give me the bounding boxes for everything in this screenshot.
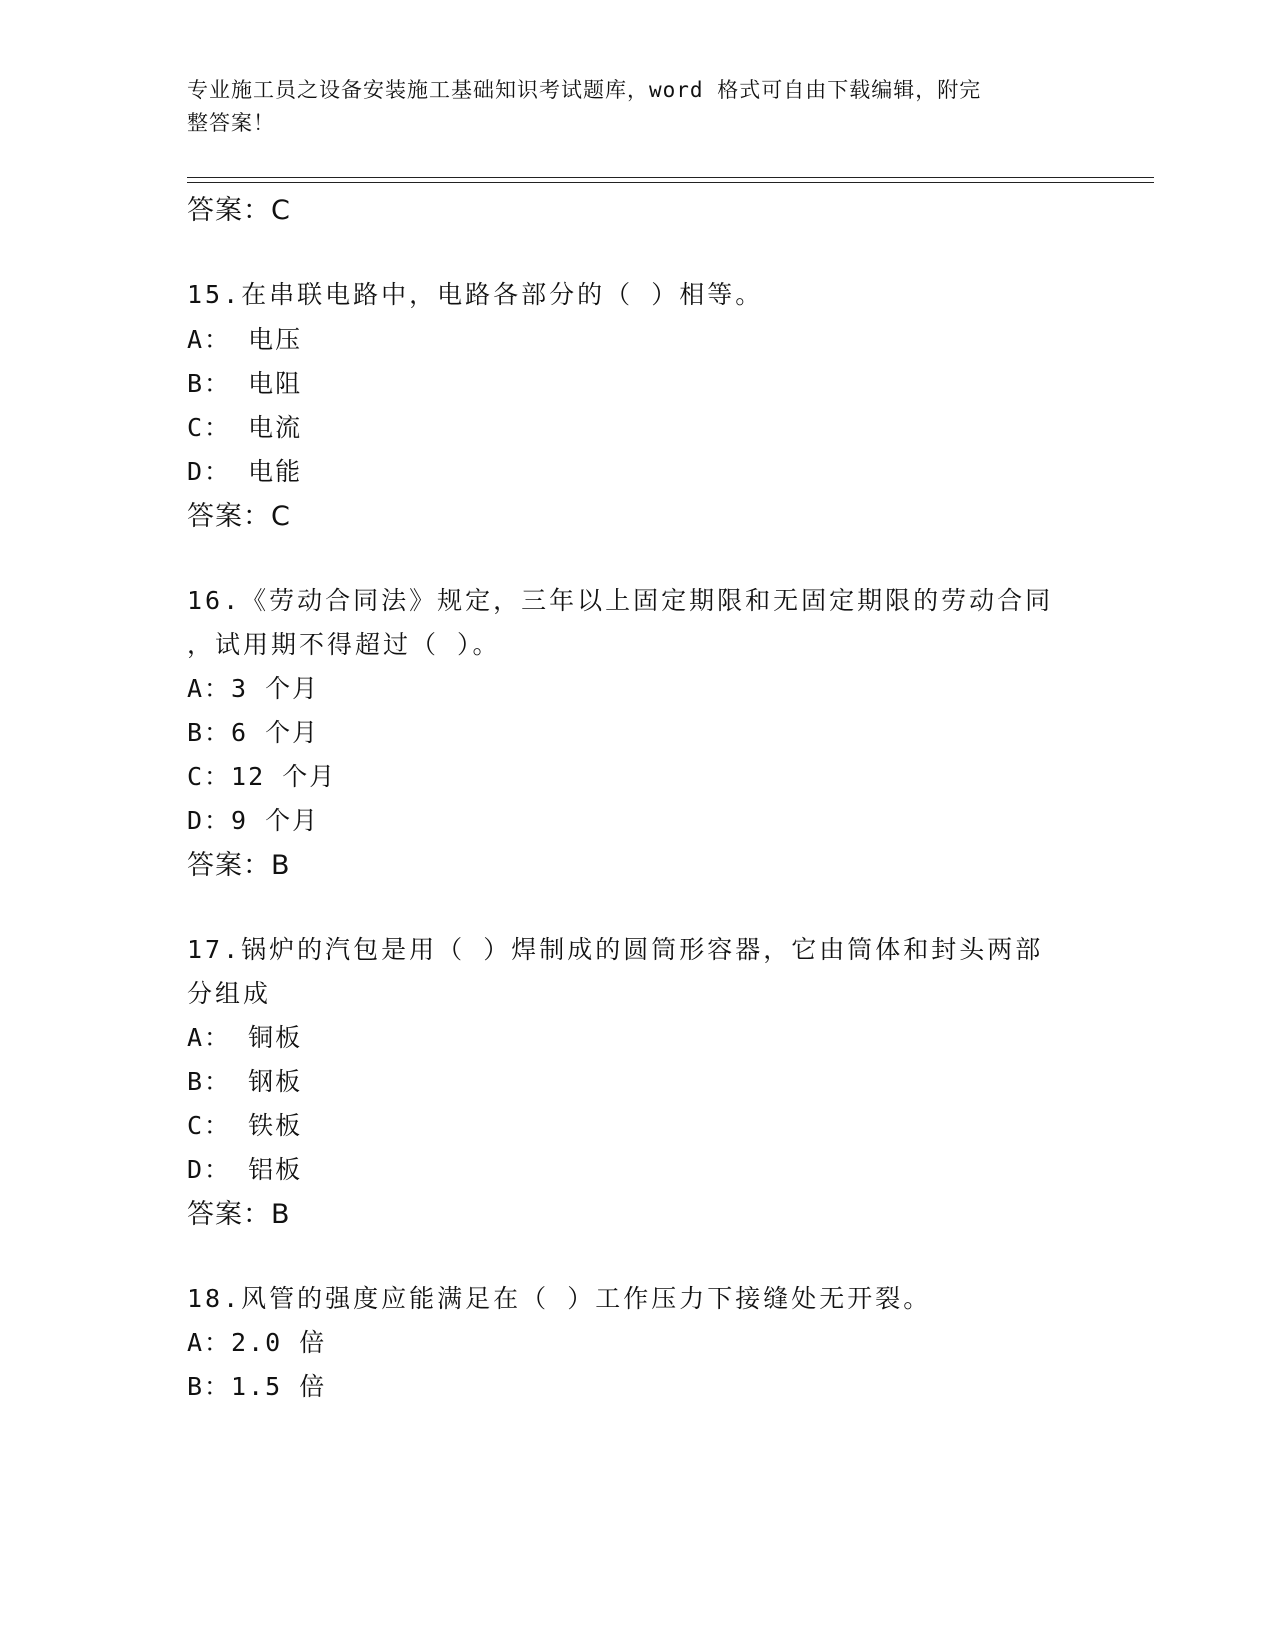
question-16-stem-line-1: 16.《劳动合同法》规定，三年以上固定期限和无固定期限的劳动合同: [187, 586, 1054, 615]
question-15-stem: 15.在串联电路中，电路各部分的（ ）相等。: [187, 280, 764, 309]
header-divider-top: [187, 177, 1154, 178]
question-16-answer: 答案：B: [187, 850, 291, 881]
question-18-option-b: B：1.5 倍: [187, 1372, 327, 1401]
question-17-option-b: B： 钢板: [187, 1067, 303, 1096]
question-17-stem-line-1: 17.锅炉的汽包是用（ ）焊制成的圆筒形容器，它由筒体和封头两部: [187, 935, 1044, 964]
question-16-option-d: D：9 个月: [187, 806, 320, 835]
previous-answer: 答案：C: [187, 195, 291, 226]
document-header: [187, 74, 1067, 140]
question-16-option-a: A：3 个月: [187, 674, 320, 703]
question-15-answer: 答案：C: [187, 501, 291, 532]
question-15-option-d: D： 电能: [187, 457, 303, 486]
header-line-2: 整答案！: [187, 111, 275, 135]
question-18-option-a: A：2.0 倍: [187, 1328, 327, 1357]
question-15-option-b: B： 电阻: [187, 369, 303, 398]
question-16-option-c: C：12 个月: [187, 762, 337, 791]
question-15-option-c: C： 电流: [187, 413, 303, 442]
question-17-answer: 答案：B: [187, 1199, 291, 1230]
header-divider-bottom: [187, 182, 1154, 183]
question-17-option-d: D： 铝板: [187, 1155, 303, 1184]
question-15-option-a: A： 电压: [187, 325, 303, 354]
question-16-stem-line-2: ，试用期不得超过（ ）。: [187, 630, 501, 659]
question-17-option-a: A： 铜板: [187, 1023, 303, 1052]
header-line-1: 专业施工员之设备安装施工基础知识考试题库，word 格式可自由下载编辑，附完: [187, 78, 982, 102]
question-17-stem-line-2: 分组成: [187, 979, 272, 1008]
question-18-stem: 18.风管的强度应能满足在（ ）工作压力下接缝处无开裂。: [187, 1284, 932, 1313]
question-16-option-b: B：6 个月: [187, 718, 320, 747]
question-17-option-c: C： 铁板: [187, 1111, 303, 1140]
